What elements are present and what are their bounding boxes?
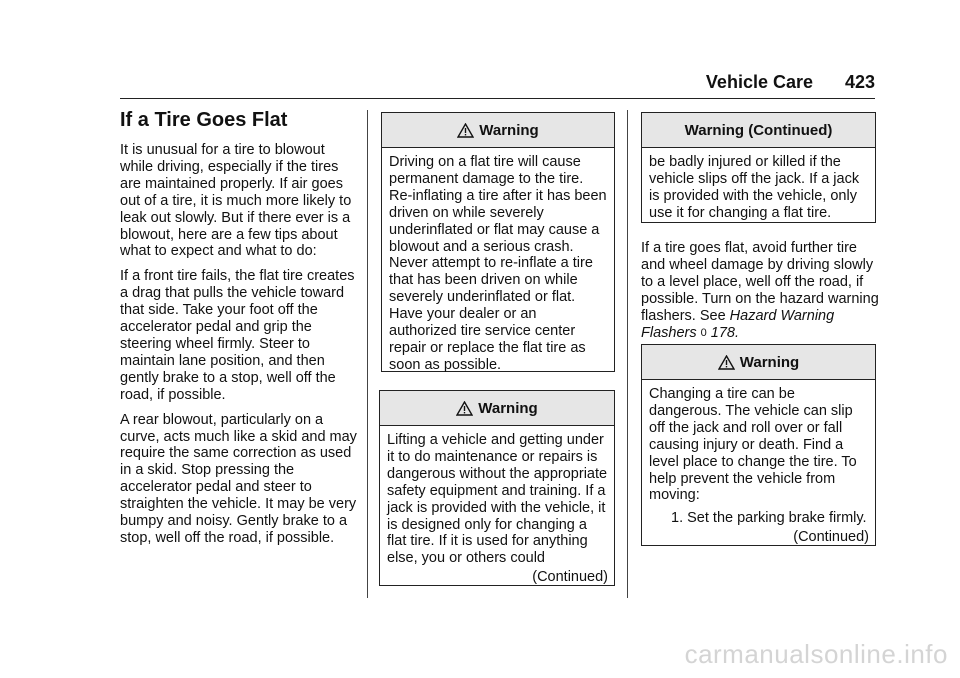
page-reference-icon: 0	[700, 326, 707, 339]
warning-triangle-icon	[456, 401, 473, 416]
section-title: Vehicle Care	[705, 72, 813, 92]
warning-body: Changing a tire can be dangerous. The vehicle can slip off the jack and roll over or fall causing injury or death. Find a level place to change the tire. To help prevent the vehicle from moving:	[649, 386, 857, 504]
paragraph: A rear blowout, particularly on a curve, acts much like a skid and may require the same correction as used in a skid. Stop pressing the accelerator pedal and steer to straighten the vehicle. It may be very bumpy and noisy. Gently brake to a stop, well off the road, if possible.	[120, 411, 357, 546]
warning-title: Warning (Continued)	[684, 121, 833, 139]
step-item: 1. Set the parking brake firmly.	[671, 510, 867, 527]
warning-body: Lifting a vehicle and getting under it to do maintenance or repairs is dangerous without the appropriate safety equipment and training. If a jack is provided with the vehicle, it is designed only for changing a flat tire. If it is used for anything else, you or others could	[387, 432, 608, 567]
warning-triangle-icon	[457, 123, 474, 138]
warning-triangle-icon	[718, 355, 735, 370]
paragraph-text: If a tire goes flat, avoid further tire and wheel damage by driving slowly to a level place, well off the road, if possible. Turn on the hazard warning flashers. See	[641, 240, 879, 324]
page-header	[120, 72, 875, 99]
warning-title: Warning	[479, 121, 539, 139]
warning-text: be badly injured or killed if the vehicle slips off the jack. If a jack is provided with the vehicle, only use it for changing a flat tire.	[649, 154, 860, 221]
column-divider-left	[367, 110, 368, 598]
page-reference[interactable]: 178.	[710, 324, 740, 341]
section-heading: If a Tire Goes Flat	[120, 109, 288, 131]
warning-box-flat-tire	[381, 112, 615, 372]
column-1	[120, 108, 360, 555]
warning-header	[380, 391, 614, 426]
warning-header	[642, 345, 875, 380]
flat-tire-paragraph	[641, 240, 881, 341]
column-divider-right	[627, 110, 628, 598]
warning-box-changing-tire	[641, 344, 876, 546]
continued-label: (Continued)	[532, 569, 608, 586]
warning-title: Warning	[739, 353, 800, 371]
continued-label: (Continued)	[793, 529, 869, 546]
warning-box-jack	[379, 390, 615, 586]
warning-text	[380, 426, 614, 592]
watermark: carmanualsonline.info	[684, 639, 948, 669]
paragraph: If a front tire fails, the flat tire creates a drag that pulls the vehicle toward that side. Take your foot off the accelerator pedal and grip the steering wheel firmly. Steer to maintain lane position, and then gently brake to a stop, well off the road, if possible.	[120, 268, 355, 403]
warning-title: Warning	[478, 399, 538, 417]
header-divider	[120, 98, 875, 99]
warning-box-continued	[641, 112, 876, 223]
warning-text	[642, 380, 875, 552]
warning-text: Driving on a flat tire will cause permanent damage to the tire. Re-inflating a tire after it has been driven on while severely underinflated or flat may cause a blowout and a serious crash. Never attempt to re-inflate a tire that has been driven on while severely underinflated or flat. Have your dealer or an authorized tire service center repair or replace the flat tire as soon as possible.	[389, 154, 607, 373]
page-number: 423	[844, 72, 875, 92]
cross-reference-link[interactable]: Hazard Warning Flashers	[641, 307, 835, 341]
paragraph: It is unusual for a tire to blowout while driving, especially if the tires are maintained properly. If air goes out of a tire, it is much more likely to leak out slowly. But if there ever is a blowout, here are a few tips about what to expect and what to do:	[120, 142, 352, 260]
warning-header	[642, 113, 875, 148]
warning-header	[382, 113, 614, 148]
